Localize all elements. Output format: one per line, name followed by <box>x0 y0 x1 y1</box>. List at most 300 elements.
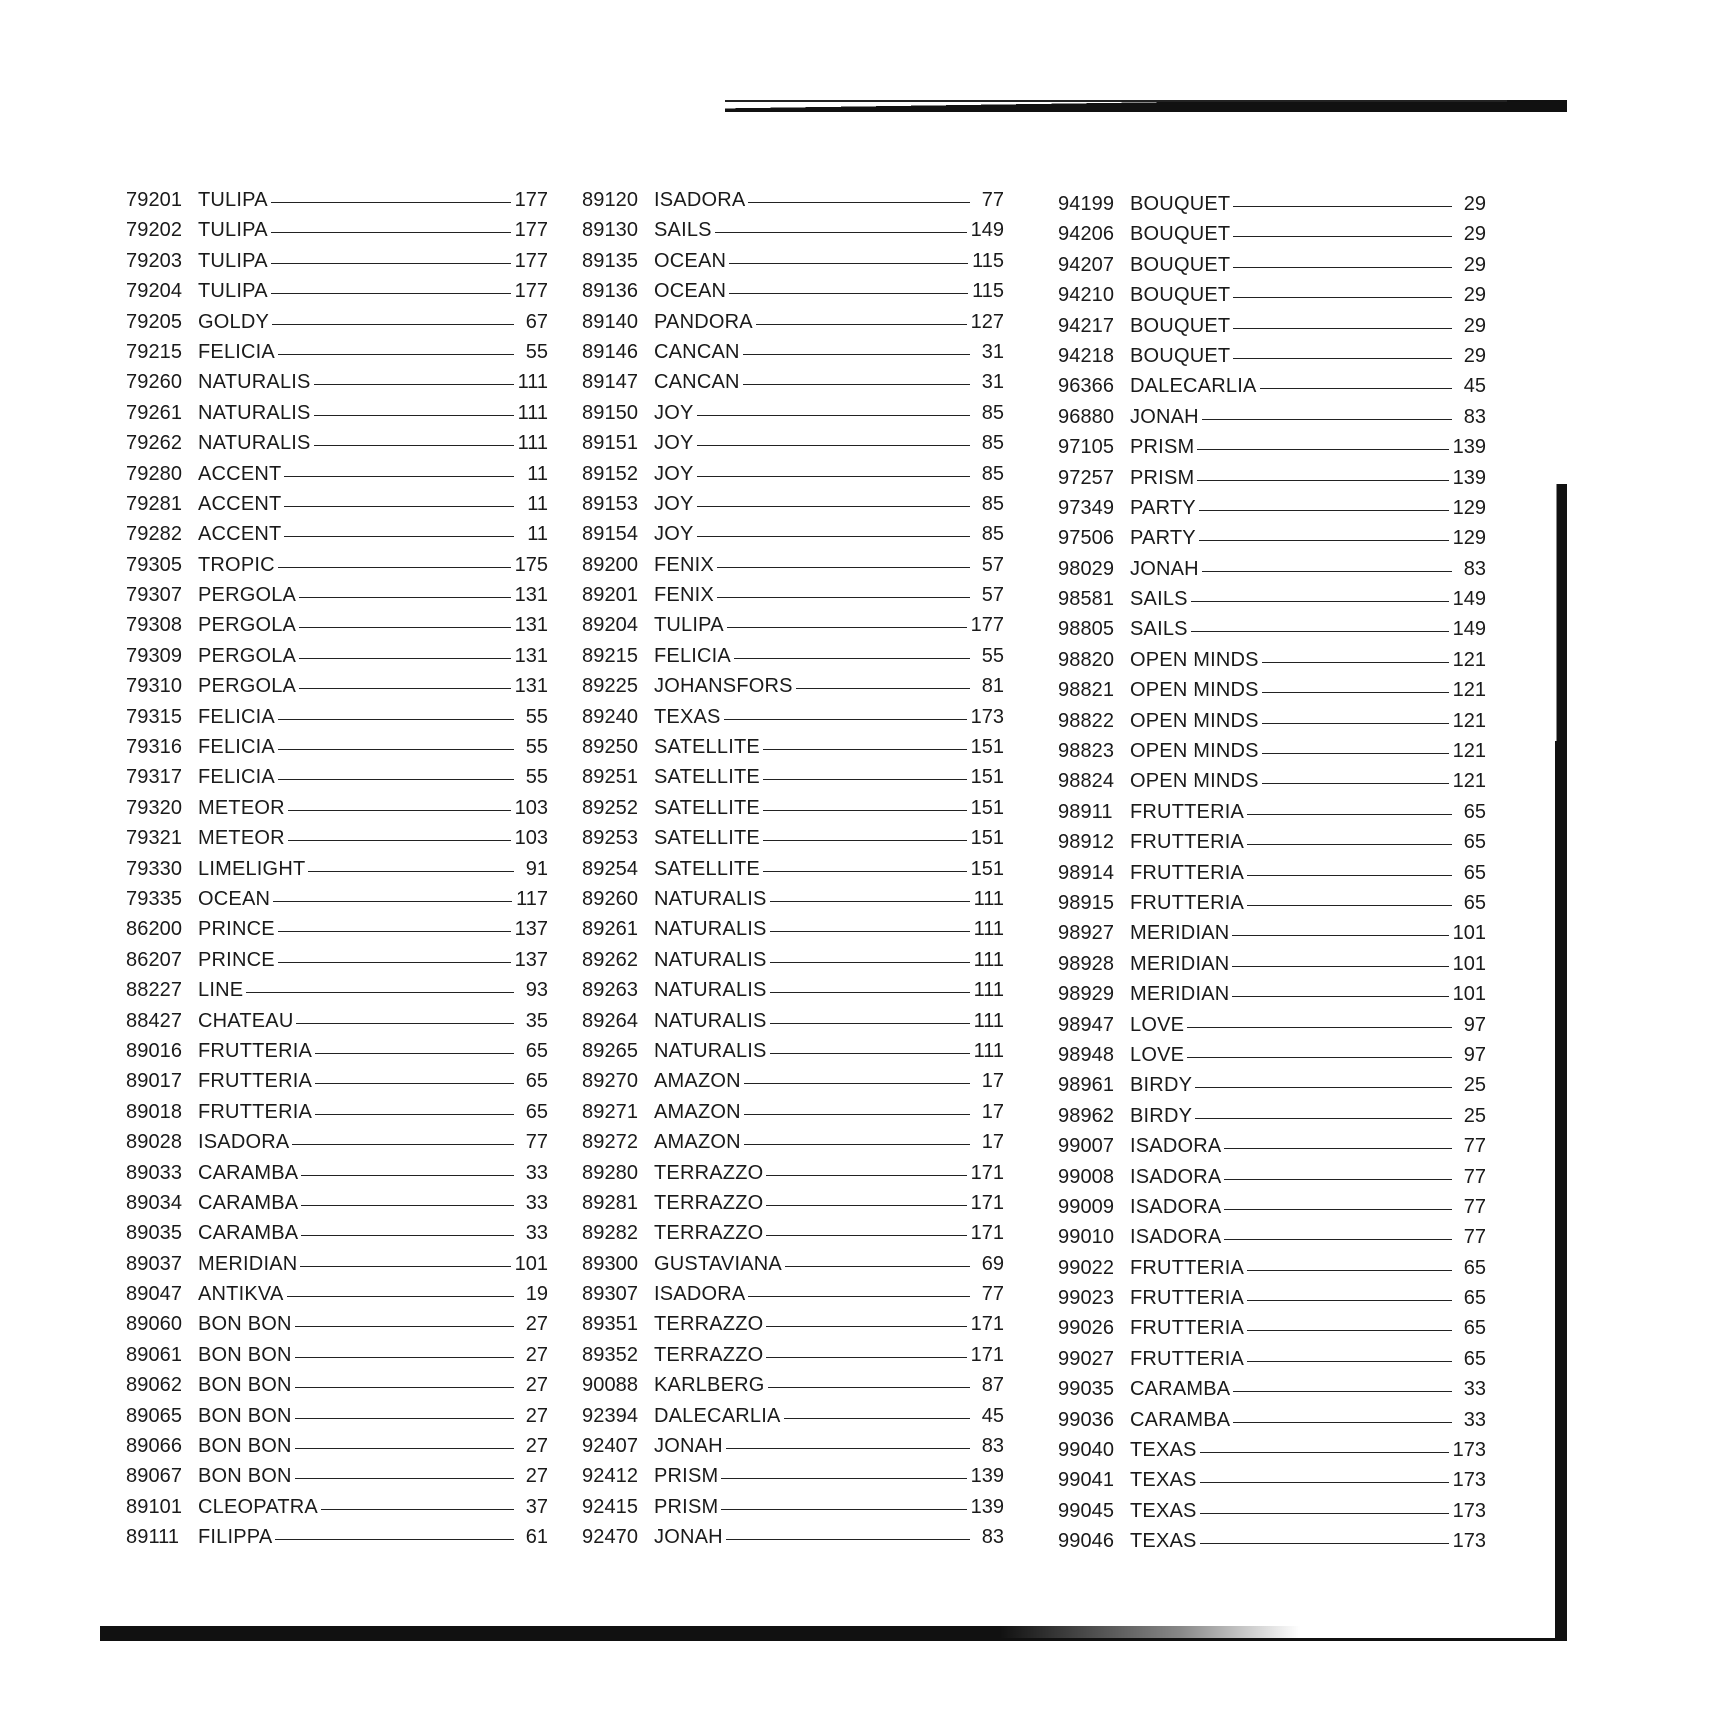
item-name: METEOR <box>198 827 285 850</box>
item-code: 89067 <box>126 1465 183 1488</box>
item-name: NATURALIS <box>654 979 767 1002</box>
index-row <box>1058 1465 1486 1495</box>
leader-line <box>299 658 511 659</box>
item-name: PERGOLA <box>198 584 297 607</box>
page-number: 77 <box>1463 1165 1486 1188</box>
item-code: 89065 <box>126 1404 183 1427</box>
leader-line <box>766 1205 966 1206</box>
item-code: 89140 <box>582 310 639 333</box>
leader-line <box>1224 1179 1452 1180</box>
page-number: 175 <box>514 553 548 576</box>
item-code: 89060 <box>126 1313 183 1336</box>
page-number: 111 <box>973 887 1004 910</box>
item-name: OPEN MINDS <box>1130 709 1259 732</box>
item-code: 92415 <box>582 1495 639 1518</box>
item-code: 79261 <box>126 401 183 424</box>
item-name: NATURALIS <box>198 401 311 424</box>
item-name: FRUTTERIA <box>1130 800 1245 823</box>
leader-line <box>1247 1300 1452 1301</box>
leader-line <box>770 901 970 902</box>
page-number: 85 <box>981 523 1004 546</box>
item-code: 79204 <box>126 280 183 303</box>
page-number: 173 <box>1452 1439 1486 1462</box>
item-code: 79321 <box>126 827 183 850</box>
index-row <box>582 1492 1004 1522</box>
item-name: CARAMBA <box>1130 1408 1231 1431</box>
leader-line <box>288 840 511 841</box>
page-number: 111 <box>517 371 548 394</box>
index-row <box>1058 1070 1486 1100</box>
item-code: 79317 <box>126 766 183 789</box>
page-number: 129 <box>1452 496 1486 519</box>
leader-line <box>1232 966 1448 967</box>
leader-line <box>1191 601 1449 602</box>
item-code: 89028 <box>126 1131 183 1154</box>
page-number: 45 <box>1463 375 1486 398</box>
page-number: 29 <box>1463 223 1486 246</box>
item-code: 89034 <box>126 1191 183 1214</box>
index-row <box>1058 341 1486 371</box>
leader-line <box>284 476 514 477</box>
index-row <box>126 914 548 944</box>
item-name: JOY <box>654 462 694 485</box>
item-name: OPEN MINDS <box>1130 770 1259 793</box>
leader-line <box>1224 1209 1452 1210</box>
leader-line <box>278 354 514 355</box>
page-number: 17 <box>981 1131 1004 1154</box>
leader-line <box>763 810 967 811</box>
leader-line <box>1200 1482 1449 1483</box>
leader-line <box>1247 875 1452 876</box>
leader-line <box>300 1266 510 1267</box>
leader-line <box>1233 328 1452 329</box>
index-row <box>582 367 1004 397</box>
index-row <box>1058 736 1486 766</box>
leader-line <box>1233 236 1452 237</box>
index-row <box>582 550 1004 580</box>
item-name: OPEN MINDS <box>1130 648 1259 671</box>
index-row <box>1058 675 1486 705</box>
index-row <box>582 793 1004 823</box>
item-code: 89047 <box>126 1283 183 1306</box>
item-name: LOVE <box>1130 1043 1185 1066</box>
index-row <box>1058 402 1486 432</box>
item-code: 79260 <box>126 371 183 394</box>
page-number: 97 <box>1463 1013 1486 1036</box>
leader-line <box>301 1205 514 1206</box>
page-number: 85 <box>981 432 1004 455</box>
item-code: 89352 <box>582 1343 639 1366</box>
item-code: 79202 <box>126 219 183 242</box>
item-name: FRUTTERIA <box>198 1100 313 1123</box>
index-row <box>126 185 548 215</box>
leader-line <box>748 1296 970 1297</box>
index-row <box>126 580 548 610</box>
leader-line <box>321 1509 514 1510</box>
index-row <box>1058 1192 1486 1222</box>
leader-line <box>770 1023 970 1024</box>
index-row <box>582 1036 1004 1066</box>
item-name: TEXAS <box>654 705 721 728</box>
item-name: JOY <box>654 492 694 515</box>
index-row <box>1058 766 1486 796</box>
item-code: 89017 <box>126 1070 183 1093</box>
page-number: 111 <box>517 401 548 424</box>
index-column-2 <box>582 185 1004 1553</box>
item-code: 79315 <box>126 705 183 728</box>
item-name: DALECARLIA <box>1130 375 1257 398</box>
item-name: PERGOLA <box>198 644 297 667</box>
item-name: TERRAZZO <box>654 1191 764 1214</box>
item-code: 98029 <box>1058 557 1115 580</box>
item-code: 89120 <box>582 189 639 211</box>
index-row <box>1058 1374 1486 1404</box>
leader-line <box>770 992 970 993</box>
index-row <box>582 1158 1004 1188</box>
page-number: 149 <box>1452 618 1486 641</box>
item-code: 89201 <box>582 584 639 607</box>
item-name: ISADORA <box>1130 1165 1222 1188</box>
page-number: 61 <box>525 1526 548 1549</box>
page-number: 173 <box>1452 1469 1486 1492</box>
page-number: 151 <box>970 796 1004 819</box>
leader-line <box>1232 996 1448 997</box>
leader-line <box>697 506 971 507</box>
page-number: 55 <box>525 766 548 789</box>
index-row <box>582 1461 1004 1491</box>
page-number: 55 <box>525 340 548 363</box>
item-code: 79309 <box>126 644 183 667</box>
page-number: 77 <box>981 1283 1004 1306</box>
item-code: 89254 <box>582 857 639 880</box>
page-number: 65 <box>1463 831 1486 854</box>
page-number: 19 <box>525 1283 548 1306</box>
page-number: 77 <box>1463 1195 1486 1218</box>
index-row <box>1058 1162 1486 1192</box>
item-code: 99026 <box>1058 1317 1115 1340</box>
page-number: 29 <box>1463 253 1486 276</box>
item-code: 89215 <box>582 644 639 667</box>
page-number: 11 <box>527 523 548 546</box>
index-row <box>1058 1405 1486 1435</box>
page-number: 29 <box>1463 284 1486 307</box>
index-row <box>126 307 548 337</box>
leader-line <box>1233 1391 1452 1392</box>
page-number: 29 <box>1463 193 1486 215</box>
page-number: 25 <box>1463 1104 1486 1127</box>
index-row <box>126 1158 548 1188</box>
item-name: NATURALIS <box>654 1009 767 1032</box>
item-name: JONAH <box>1130 405 1199 428</box>
index-row <box>1058 1010 1486 1040</box>
index-row <box>582 215 1004 245</box>
item-name: BOUQUET <box>1130 314 1231 337</box>
item-code: 79215 <box>126 340 183 363</box>
index-row <box>582 732 1004 762</box>
page-number: 177 <box>514 280 548 303</box>
leader-line <box>1195 1118 1452 1119</box>
index-row <box>582 307 1004 337</box>
index-row <box>126 1309 548 1339</box>
item-name: JOY <box>654 523 694 546</box>
item-code: 89272 <box>582 1131 639 1154</box>
item-code: 79310 <box>126 675 183 698</box>
index-row <box>126 459 548 489</box>
index-row <box>126 1522 548 1552</box>
item-code: 89240 <box>582 705 639 728</box>
item-name: PARTY <box>1130 496 1196 519</box>
page-number: 17 <box>981 1070 1004 1093</box>
index-row <box>1058 523 1486 553</box>
item-code: 79320 <box>126 796 183 819</box>
index-row <box>582 519 1004 549</box>
index-row <box>126 641 548 671</box>
leader-line <box>287 1296 515 1297</box>
page-number: 55 <box>525 705 548 728</box>
item-name: AMAZON <box>654 1131 741 1154</box>
item-code: 89307 <box>582 1283 639 1306</box>
item-code: 79280 <box>126 462 183 485</box>
index-row <box>1058 554 1486 584</box>
item-name: OCEAN <box>198 887 271 910</box>
item-name: BIRDY <box>1130 1074 1193 1097</box>
index-row <box>582 580 1004 610</box>
index-row <box>582 1066 1004 1096</box>
index-row <box>582 1218 1004 1248</box>
leader-line <box>784 1418 971 1419</box>
item-code: 89351 <box>582 1313 639 1336</box>
page-number: 177 <box>514 249 548 272</box>
item-code: 89264 <box>582 1009 639 1032</box>
index-row <box>126 1218 548 1248</box>
page-number: 131 <box>514 675 548 698</box>
item-name: BON BON <box>198 1465 292 1488</box>
item-code: 79282 <box>126 523 183 546</box>
leader-line <box>770 1053 970 1054</box>
index-row <box>582 1249 1004 1279</box>
leader-line <box>301 1235 514 1236</box>
index-row <box>126 1279 548 1309</box>
index-row <box>126 1401 548 1431</box>
leader-line <box>315 1083 514 1084</box>
index-row <box>582 428 1004 458</box>
index-row <box>1058 1496 1486 1526</box>
page-number: 101 <box>514 1252 548 1275</box>
item-code: 89018 <box>126 1100 183 1123</box>
index-row <box>1058 584 1486 614</box>
index-row <box>126 246 548 276</box>
item-name: BON BON <box>198 1343 292 1366</box>
item-name: ACCENT <box>198 462 282 485</box>
item-name: FENIX <box>654 584 714 607</box>
item-code: 90088 <box>582 1374 639 1397</box>
leader-line <box>717 567 970 568</box>
index-row <box>126 276 548 306</box>
item-name: MERIDIAN <box>1130 922 1230 945</box>
page-number: 27 <box>525 1343 548 1366</box>
leader-line <box>1247 1270 1452 1271</box>
page-number: 83 <box>1463 405 1486 428</box>
index-row <box>1058 311 1486 341</box>
item-name: ISADORA <box>654 1283 746 1306</box>
index-row <box>126 1006 548 1036</box>
leader-line <box>1233 358 1452 359</box>
item-code: 79262 <box>126 432 183 455</box>
index-row <box>582 276 1004 306</box>
leader-line <box>295 1448 514 1449</box>
item-name: JONAH <box>654 1526 723 1549</box>
page-number: 87 <box>981 1374 1004 1397</box>
item-code: 89251 <box>582 766 639 789</box>
item-name: PANDORA <box>654 310 753 333</box>
item-name: ISADORA <box>1130 1135 1222 1158</box>
item-code: 99010 <box>1058 1226 1115 1249</box>
index-row <box>1058 280 1486 310</box>
index-row <box>582 884 1004 914</box>
leader-line <box>1247 1330 1452 1331</box>
item-name: TEXAS <box>1130 1499 1197 1522</box>
item-code: 89260 <box>582 887 639 910</box>
leader-line <box>743 384 970 385</box>
leader-line <box>763 871 967 872</box>
index-row <box>1058 1040 1486 1070</box>
page-number: 149 <box>1452 588 1486 611</box>
item-code: 89147 <box>582 371 639 394</box>
leader-line <box>314 384 514 385</box>
page-number: 121 <box>1452 740 1486 763</box>
item-code: 98824 <box>1058 770 1115 793</box>
page-number: 93 <box>525 979 548 1002</box>
index-row <box>582 854 1004 884</box>
page-number: 57 <box>981 584 1004 607</box>
item-name: PRINCE <box>198 948 275 971</box>
leader-line <box>278 567 511 568</box>
item-name: TULIPA <box>198 189 268 211</box>
item-name: PARTY <box>1130 527 1196 550</box>
item-name: FRUTTERIA <box>1130 831 1245 854</box>
item-code: 79307 <box>126 584 183 607</box>
page-number: 151 <box>970 766 1004 789</box>
leader-line <box>1233 267 1452 268</box>
leader-line <box>295 1326 514 1327</box>
index-row <box>126 367 548 397</box>
page-number: 83 <box>981 1435 1004 1458</box>
index-row <box>126 428 548 458</box>
item-name: JONAH <box>654 1435 723 1458</box>
item-name: ACCENT <box>198 523 282 546</box>
item-code: 89281 <box>582 1191 639 1214</box>
leader-line <box>271 263 511 264</box>
page-number: 55 <box>525 736 548 759</box>
item-code: 97349 <box>1058 496 1115 519</box>
leader-line <box>295 1357 514 1358</box>
item-code: 79201 <box>126 189 183 211</box>
leader-line <box>766 1175 966 1176</box>
item-name: OPEN MINDS <box>1130 679 1259 702</box>
page-number: 55 <box>981 644 1004 667</box>
item-name: BOUQUET <box>1130 253 1231 276</box>
leader-line <box>278 749 514 750</box>
leader-line <box>726 1448 970 1449</box>
index-row <box>582 945 1004 975</box>
item-code: 89066 <box>126 1435 183 1458</box>
leader-line <box>1199 540 1449 541</box>
index-row <box>1058 797 1486 827</box>
item-name: FRUTTERIA <box>1130 1317 1245 1340</box>
item-code: 94206 <box>1058 223 1115 246</box>
item-code: 92407 <box>582 1435 639 1458</box>
index-row <box>126 1127 548 1157</box>
leader-line <box>295 1387 514 1388</box>
page-number: 85 <box>981 492 1004 515</box>
item-name: PRISM <box>654 1465 719 1488</box>
item-code: 99007 <box>1058 1135 1115 1158</box>
item-code: 99027 <box>1058 1347 1115 1370</box>
item-code: 98805 <box>1058 618 1115 641</box>
index-row <box>582 975 1004 1005</box>
index-row <box>1058 250 1486 280</box>
index-row <box>582 610 1004 640</box>
page-number: 27 <box>525 1435 548 1458</box>
item-name: CLEOPATRA <box>198 1495 318 1518</box>
page-number: 29 <box>1463 344 1486 367</box>
right-rule <box>1553 484 1567 1641</box>
item-name: JOHANSFORS <box>654 675 793 698</box>
leader-line <box>1262 662 1449 663</box>
item-name: TERRAZZO <box>654 1343 764 1366</box>
page-number: 111 <box>973 979 1004 1002</box>
page-number: 115 <box>972 249 1004 272</box>
item-name: BOUQUET <box>1130 193 1231 215</box>
page-number: 121 <box>1452 770 1486 793</box>
leader-line <box>278 962 511 963</box>
leader-line <box>272 324 514 325</box>
page-number: 77 <box>981 189 1004 211</box>
item-code: 97506 <box>1058 527 1115 550</box>
item-name: MERIDIAN <box>1130 983 1230 1006</box>
index-row <box>1058 432 1486 462</box>
item-code: 98914 <box>1058 861 1115 884</box>
item-code: 99022 <box>1058 1256 1115 1279</box>
leader-line <box>271 293 511 294</box>
index-row <box>1058 858 1486 888</box>
page-number: 139 <box>970 1465 1004 1488</box>
item-code: 98823 <box>1058 740 1115 763</box>
leader-line <box>796 688 970 689</box>
item-name: NATURALIS <box>654 948 767 971</box>
leader-line <box>766 1326 966 1327</box>
leader-line <box>785 1266 970 1267</box>
item-name: NATURALIS <box>654 918 767 941</box>
index-row <box>126 1461 548 1491</box>
item-code: 98962 <box>1058 1104 1115 1127</box>
index-row <box>1058 371 1486 401</box>
index-row <box>1058 1131 1486 1161</box>
index-row <box>1058 1435 1486 1465</box>
item-code: 89200 <box>582 553 639 576</box>
page-number: 57 <box>981 553 1004 576</box>
leader-line <box>756 324 967 325</box>
item-code: 97105 <box>1058 436 1115 459</box>
page-number: 27 <box>525 1465 548 1488</box>
index-row <box>126 398 548 428</box>
leader-line <box>1233 206 1452 207</box>
index-row <box>126 732 548 762</box>
index-row <box>126 215 548 245</box>
index-row <box>1058 1344 1486 1374</box>
index-row <box>126 550 548 580</box>
item-code: 86200 <box>126 918 183 941</box>
